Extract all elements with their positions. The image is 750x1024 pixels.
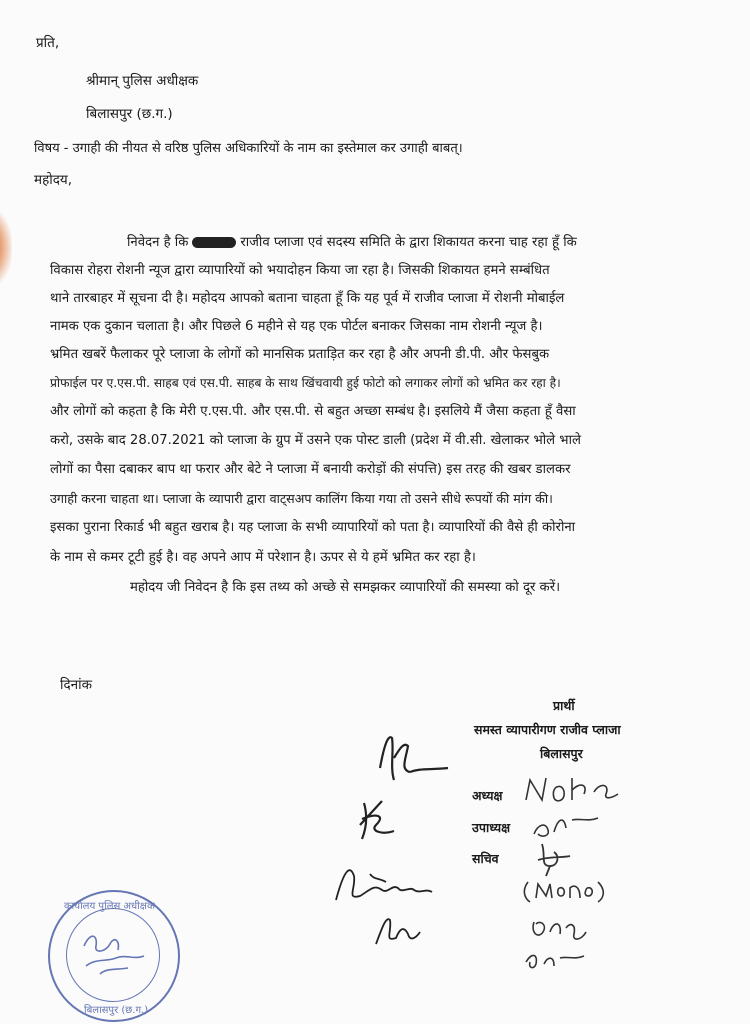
closing-line: महोदय जी निवेदन है कि इस तथ्य को अच्छे से समझकर व्यापारियों की समस्या को दूर करें। (130, 580, 561, 595)
body-line: करो, उसके बाद 28.07.2021 को प्लाजा के ग्रुप में उसने एक पोस्ट डाली (प्रदेश में वी.सी. खेलाकर भोले भाले (50, 433, 581, 448)
body-line: लोगों का पैसा दबाकर बाप था फरार और बेटे ने प्लाजा में बनायी करोड़ों की संपत्ति) इस तरह की खबर डालकर (50, 462, 571, 477)
role-president: अध्यक्ष (472, 788, 503, 803)
applicant-group: समस्त व्यापारीगण राजीव प्लाजा (474, 722, 621, 737)
applicant-label: प्रार्थी (553, 698, 575, 713)
signature-mark (518, 944, 598, 974)
role-vice-president: उपाध्यक्ष (472, 820, 511, 835)
body-line: इसका पुराना रिकार्ड भी बहुत खराब है। यह प्लाजा के सभी व्यापारियों को पता है। व्यापारियों की वैसे ही कोरोना (50, 520, 576, 535)
body-line: थाने तारबाहर में सूचना दी है। महोदय आपको बताना चाहता हूँ कि यह पूर्व में राजीव प्लाजा में रोशनी मोबाईल (50, 291, 565, 306)
signature-mark (520, 770, 640, 810)
body-line: उगाही करना चाहता था। प्लाजा के व्यापारी द्वारा वाट्सअप कालिंग किया गया तो उसने सीधे रूपयों की मांग की। (50, 491, 553, 506)
recipient-line: श्रीमान् पुलिस अधीक्षक (86, 73, 199, 89)
body-line1-post: राजीव प्लाजा एवं सदस्य समिति के द्वारा शिकायत करना चाह रहा हूँ कि (240, 235, 577, 250)
subject-line: विषय - उगाही की नीयत से वरिष्ठ पुलिस अधिकारियों के नाम का इस्तेमाल कर उगाही बाबत्। (34, 141, 463, 156)
body-line: नामक एक दुकान चलाता है। और पिछले 6 महीने से यह एक पोर्टल बनाकर जिसका नाम रोशनी न्यूज है। (50, 319, 543, 334)
signature-mark (520, 876, 610, 906)
signature-mark (530, 836, 580, 880)
official-stamp (48, 890, 180, 1022)
signature-mark (526, 912, 596, 946)
salutation-line: महोदय, (34, 172, 73, 188)
redaction-mark (192, 237, 236, 248)
body-first-line (127, 234, 697, 252)
page-edge-shadow (0, 205, 12, 290)
applicant-place: बिलासपुर (540, 746, 583, 761)
body-line1-pre: निवेदन है कि (127, 235, 189, 250)
place-line: बिलासपुर (छ.ग.) (86, 106, 173, 122)
signature-mark (352, 795, 412, 845)
body-line: प्रोफाईल पर ए.एस.पी. साहब एवं एस.पी. साहब के साथ खिंचवायी हुई फोटो को लगाकर लोगों को भ्रमित कर रहा है। (50, 376, 561, 390)
body-line: विकास रोहरा रोशनी न्यूज द्वारा व्यापारियों को भयादोहन किया जा रहा है। जिसकी शिकायत हमने सम्बंधित (50, 263, 550, 278)
date-label: दिनांक (60, 677, 93, 693)
signature-mark (370, 728, 460, 788)
signature-mark (370, 908, 440, 953)
body-line: भ्रमित खबरें फैलाकर पूरे प्लाजा के लोगों को मानसिक प्रताड़ित कर रहा है और अपनी डी.पी. और फेसबुक (50, 347, 550, 362)
to-line: प्रति, (36, 35, 60, 51)
body-line: और लोगों को कहता है कि मेरी ए.एस.पी. और एस.पी. से बहुत अच्छा सम्बंध है। इसलिये मैं जैसा कहता हूँ वैसा (50, 404, 576, 419)
stamp-text-top: कार्यालय पुलिस अधीक्षक (64, 901, 155, 912)
body-line: के नाम से कमर टूटी हुई है। वह अपने आप में परेशान है। ऊपर से ये हमें भ्रमित कर रहा है। (50, 550, 476, 565)
stamp-text-bottom: बिलासपुर (छ.ग.) (84, 1005, 149, 1016)
signature-mark (330, 860, 460, 910)
stamp-signature-mark (76, 926, 156, 982)
role-secretary: सचिव (472, 851, 499, 866)
